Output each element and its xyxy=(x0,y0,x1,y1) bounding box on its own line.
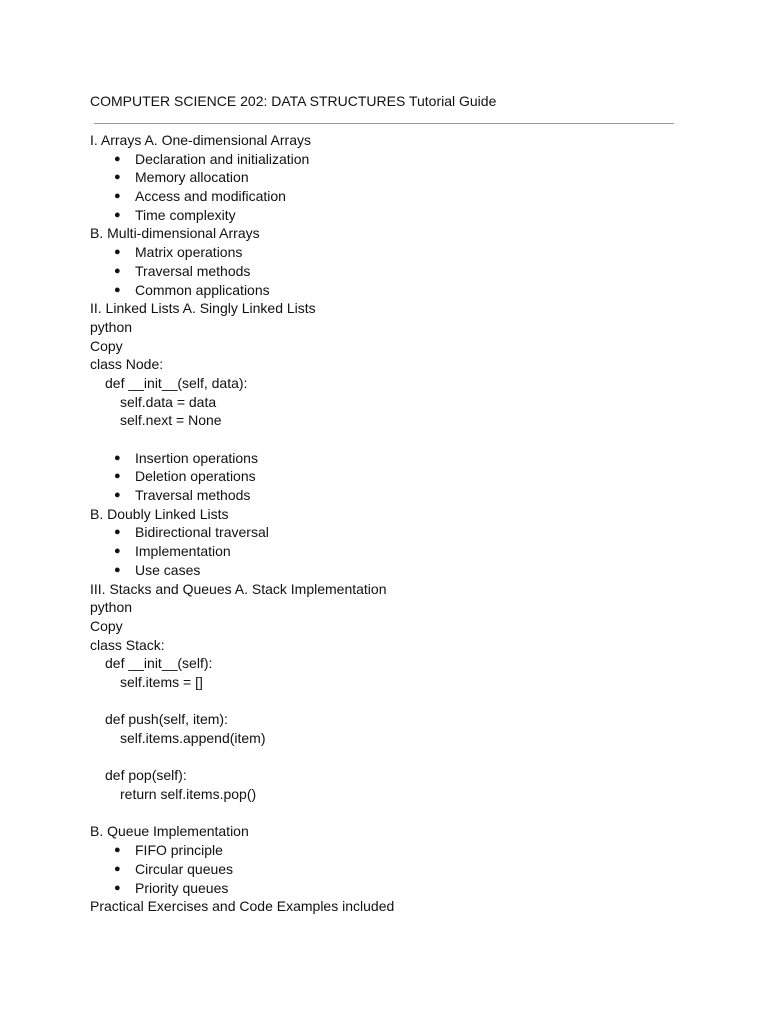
subsection-heading-doubly-linked: B. Doubly Linked Lists xyxy=(90,505,229,522)
horizontal-divider xyxy=(94,123,674,124)
bullet-icon: ● xyxy=(114,208,121,221)
code-line: self.items = [] xyxy=(120,673,203,690)
subsection-heading-multidimensional: B. Multi-dimensional Arrays xyxy=(90,225,260,242)
bullet-icon: ● xyxy=(114,545,121,558)
footer-note: Practical Exercises and Code Examples included xyxy=(90,898,395,915)
code-line: return self.items.pop() xyxy=(120,786,257,803)
list-item: ● Common applications xyxy=(114,281,270,298)
code-line: class Stack: xyxy=(90,636,165,653)
list-item: ● Implementation xyxy=(114,543,231,560)
copy-button[interactable]: Copy xyxy=(90,617,123,634)
list-item: ● Declaration and initialization xyxy=(114,150,310,167)
bullet-icon: ● xyxy=(114,844,121,857)
section-heading-arrays: I. Arrays A. One-dimensional Arrays xyxy=(90,132,311,148)
list-item: ● Use cases xyxy=(114,561,201,578)
bullet-icon: ● xyxy=(114,470,121,483)
list-item: ● Priority queues xyxy=(114,879,229,896)
list-item: ● Memory allocation xyxy=(114,169,249,186)
code-line: def pop(self): xyxy=(105,767,187,784)
bullet-icon: ● xyxy=(114,451,121,464)
list-item: ● Matrix operations xyxy=(114,244,243,261)
list-item: ● Access and modification xyxy=(114,188,286,205)
bullet-icon: ● xyxy=(114,526,121,539)
bullet-icon: ● xyxy=(114,862,121,875)
bullet-icon: ● xyxy=(114,283,121,296)
list-item: ● Traversal methods xyxy=(114,487,251,504)
code-line: self.data = data xyxy=(120,393,217,410)
bullet-icon: ● xyxy=(114,246,121,259)
bullet-icon: ● xyxy=(114,171,121,184)
blank-line xyxy=(90,748,680,767)
code-line: def push(self, item): xyxy=(105,711,228,728)
list-item: ● Traversal methods xyxy=(114,262,251,279)
code-line: self.next = None xyxy=(120,412,222,429)
blank-line xyxy=(90,430,680,449)
code-line: def __init__(self, data): xyxy=(105,374,248,391)
section-heading-stacks-queues: III. Stacks and Queues A. Stack Implementation xyxy=(90,580,387,597)
bullet-icon: ● xyxy=(114,190,121,203)
blank-line xyxy=(90,692,680,711)
code-line: def __init__(self): xyxy=(105,655,213,672)
code-line: class Node: xyxy=(90,356,164,373)
bullet-icon: ● xyxy=(114,152,121,165)
blank-line xyxy=(90,804,680,823)
page-title: COMPUTER SCIENCE 202: DATA STRUCTURES Tutorial Guide xyxy=(90,93,497,109)
copy-button[interactable]: Copy xyxy=(90,337,123,354)
bullet-icon: ● xyxy=(114,264,121,277)
list-item: ● FIFO principle xyxy=(114,842,223,859)
document-page xyxy=(90,91,680,916)
list-item: ● Bidirectional traversal xyxy=(114,524,269,541)
bullet-icon: ● xyxy=(114,881,121,894)
code-language-label: python xyxy=(90,599,133,616)
list-item: ● Deletion operations xyxy=(114,468,256,485)
bullet-icon: ● xyxy=(114,563,121,576)
list-item: ● Time complexity xyxy=(114,206,236,223)
list-item: ● Insertion operations xyxy=(114,449,258,466)
bullet-icon: ● xyxy=(114,489,121,502)
subsection-heading-queue: B. Queue Implementation xyxy=(90,823,249,840)
section-heading-linked-lists: II. Linked Lists A. Singly Linked Lists xyxy=(90,300,316,317)
code-line: self.items.append(item) xyxy=(120,730,266,746)
list-item: ● Circular queues xyxy=(114,860,234,877)
code-language-label: python xyxy=(90,318,133,335)
